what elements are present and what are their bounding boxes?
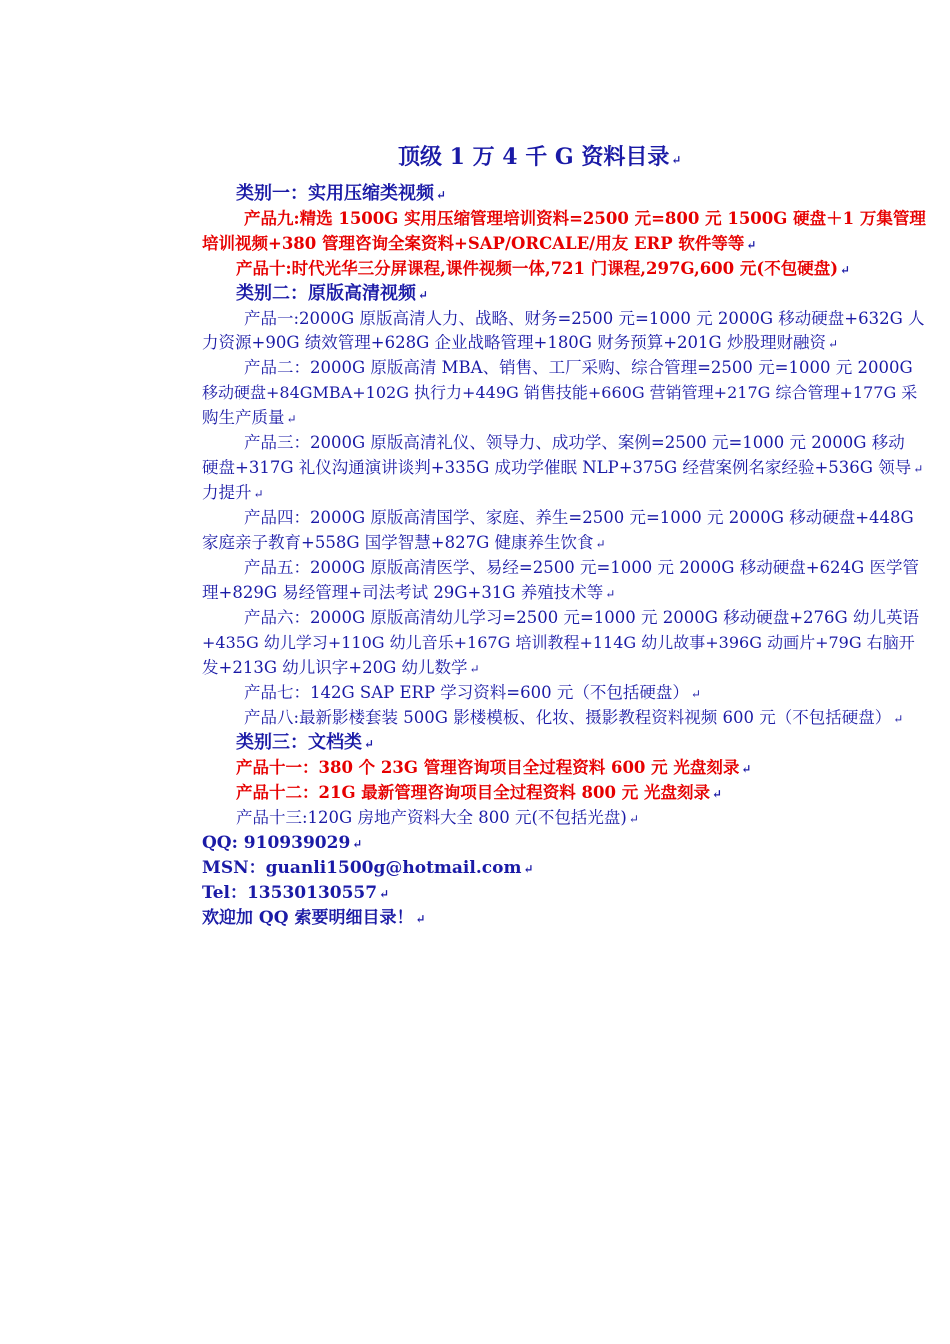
paragraph-mark: ↵ [840,263,851,277]
product-12-line: 产品十二：21G 最新管理咨询项目全过程资料 800 元 光盘刻录 ↵ [236,783,723,802]
product-6-line-2: +435G 幼儿学习+110G 幼儿音乐+167G 培训教程+114G 幼儿故事+396G 动画片+79G 右脑开 [202,633,915,652]
product-11-line: 产品十一：380 个 23G 管理咨询项目全过程资料 600 元 光盘刻录 ↵ [236,758,752,777]
paragraph-mark: ↵ [711,787,723,801]
category-1-heading: 类别一：实用压缩类视频 ↵ [236,183,447,204]
paragraph-mark: ↵ [741,762,752,776]
product-3-line-2: 硬盘+317G 礼仪沟通演讲谈判+335G 成功学催眠 NLP+375G 经营案例名家经验+536G 领导 ↵ [202,458,924,477]
product-9-line-2: 培训视频+380 管理咨询全案资料+SAP/ORCALE/用友 ERP 软件等等 ↵ [202,234,757,253]
product-10-line: 产品十:时代光华三分屏课程,课件视频一体,721 门课程,297G,600 元(不包硬盘) ↵ [236,259,851,278]
paragraph-mark: ↵ [469,662,480,676]
product-2-line-1: 产品二：2000G 原版高清 MBA、销售、工厂采购、综合管理=2500 元=1000 元 2000G [244,358,913,377]
product-7-line: 产品七：142G SAP ERP 学习资料=600 元（不包括硬盘） ↵ [244,683,701,702]
product-6-line-3: 发+213G 幼儿识字+20G 幼儿数学 ↵ [202,658,480,677]
document-title: 顶级 1 万 4 千 G 资料目录 ↵ [398,144,682,170]
paragraph-mark: ↵ [352,837,363,851]
paragraph-mark: ↵ [286,412,297,426]
contact-note: 欢迎加 QQ 索要明细目录！ ↵ [202,908,426,928]
product-2-line-2: 移动硬盘+84GMBA+102G 执行力+449G 销售技能+660G 营销管理+217G 综合管理+177G 采 [202,383,918,402]
paragraph-mark: ↵ [595,537,606,551]
category-3-heading: 类别三：文档类 ↵ [236,732,375,753]
product-8-line: 产品八:最新影楼套装 500G 影楼模板、化妆、摄影教程资料视频 600 元（不包括硬盘） ↵ [244,708,904,727]
paragraph-mark: ↵ [671,153,682,167]
paragraph-mark: ↵ [893,712,904,726]
product-4-line-2: 家庭亲子教育+558G 国学智慧+827G 健康养生饮食 ↵ [202,533,606,552]
product-9-line-1: 产品九:精选 1500G 实用压缩管理培训资料=2500 元=800 元 1500G 硬盘＋1 万集管理 [244,209,926,228]
product-4-line-1: 产品四：2000G 原版高清国学、家庭、养生=2500 元=1000 元 2000G 移动硬盘+448G [244,508,914,527]
paragraph-mark: ↵ [605,587,616,601]
product-5-line-2: 理+829G 易经管理+司法考试 29G+31G 养殖技术等 ↵ [202,583,616,602]
paragraph-mark: ↵ [628,812,639,826]
paragraph-mark: ↵ [415,912,426,926]
product-6-line-1: 产品六：2000G 原版高清幼儿学习=2500 元=1000 元 2000G 移动硬盘+276G 幼儿英语 [244,608,919,627]
product-5-line-1: 产品五：2000G 原版高清医学、易经=2500 元=1000 元 2000G 移动硬盘+624G 医学管 [244,558,919,577]
paragraph-mark: ↵ [523,862,534,876]
product-3-line-3: 力提升 ↵ [202,483,264,502]
paragraph-mark: ↵ [418,288,429,302]
contact-msn: MSN：guanli1500g@hotmail.com ↵ [202,858,534,878]
paragraph-mark: ↵ [436,188,447,202]
product-2-line-3: 购生产质量 ↵ [202,408,297,427]
contact-tel: Tel：13530130557 ↵ [202,883,390,903]
paragraph-mark: ↵ [690,687,701,701]
paragraph-mark: ↵ [827,337,839,351]
paragraph-mark: ↵ [379,887,390,901]
paragraph-mark: ↵ [364,737,375,751]
product-13-line: 产品十三:120G 房地产资料大全 800 元(不包括光盘) ↵ [236,808,639,827]
product-1-line-1: 产品一:2000G 原版高清人力、战略、财务=2500 元=1000 元 2000G 移动硬盘+632G 人 [244,309,925,328]
paragraph-mark: ↵ [913,462,924,476]
product-1-line-2: 力资源+90G 绩效管理+628G 企业战略管理+180G 财务预算+201G 炒股理财融资 ↵ [202,333,839,352]
product-3-line-1: 产品三：2000G 原版高清礼仪、领导力、成功学、案例=2500 元=1000 元 2000G 移动 [244,433,905,452]
contact-qq: QQ: 910939029 ↵ [202,833,363,853]
category-2-heading: 类别二：原版高清视频 ↵ [236,283,429,304]
paragraph-mark: ↵ [253,487,264,501]
paragraph-mark: ↵ [746,238,757,252]
